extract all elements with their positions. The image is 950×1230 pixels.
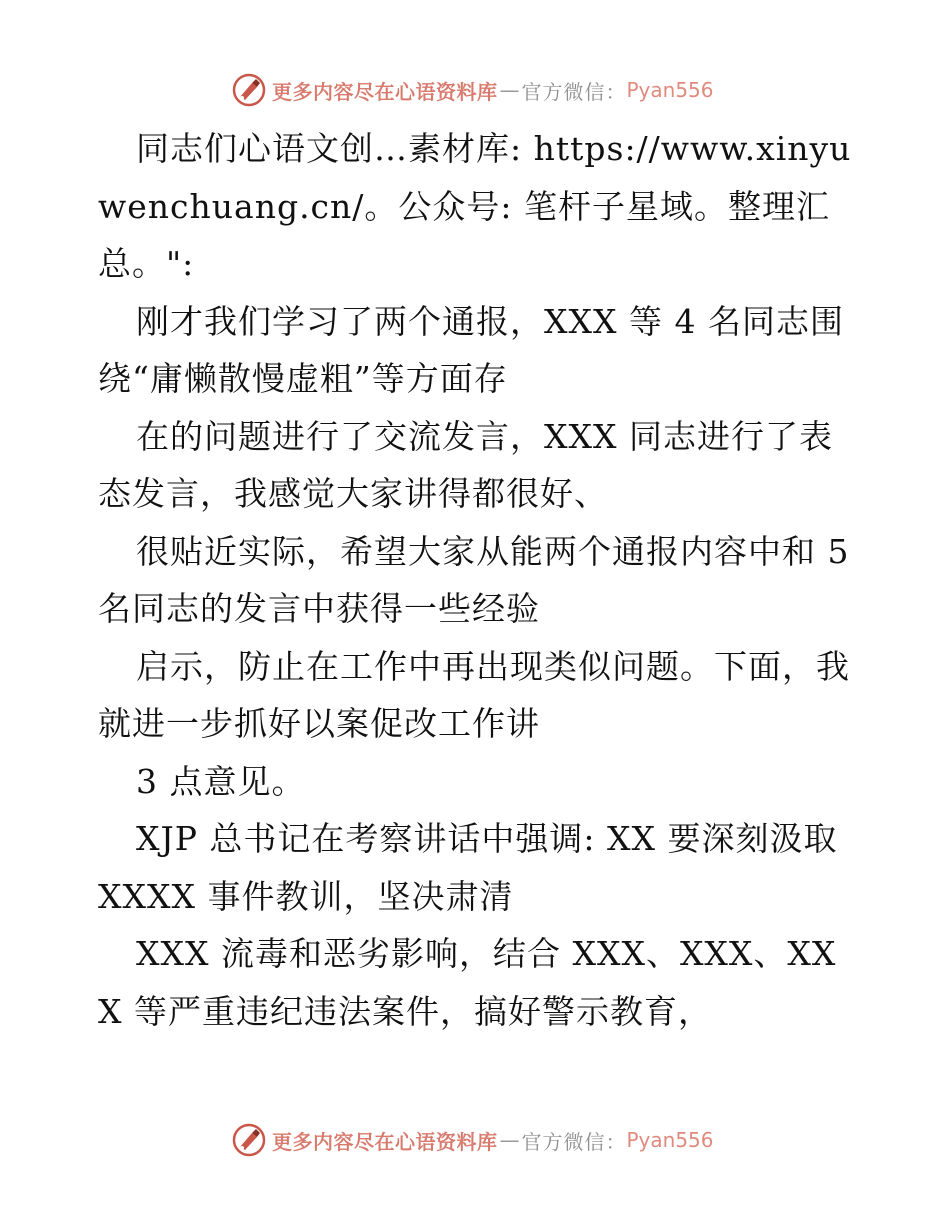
footer-wechat-id: Pyan556 bbox=[626, 1128, 714, 1152]
paragraph-7: XJP 总书记在考察讲话中强调: XX 要深刻汲取 XXXX 事件教训，坚决肃清 bbox=[98, 819, 838, 916]
pen-nib-logo-icon bbox=[232, 1123, 266, 1157]
paragraph-8: XXX 流毒和恶劣影响，结合 XXX、XXX、XXX 等严重违纪违法案件，搞好警示教育， bbox=[98, 934, 837, 1031]
header-dash: — bbox=[499, 78, 520, 102]
paragraph-1: 同志们心语文创…素材库: https://www.xinyuwenchuang.cn/。公众号: 笔杆子星域。整理汇总。": bbox=[98, 129, 852, 283]
paragraph-5: 启示，防止在工作中再出现类似问题。下面，我就进一步抓好以案促改工作讲 bbox=[98, 646, 850, 743]
document-body bbox=[98, 120, 858, 1040]
footer-banner bbox=[232, 1122, 714, 1158]
paragraph-4: 很贴近实际，希望大家从能两个通报内容中和 5 名同志的发言中获得一些经验 bbox=[98, 531, 850, 628]
paragraph-3: 在的问题进行了交流发言，XXX 同志进行了表态发言，我感觉大家讲得都很好、 bbox=[98, 416, 833, 513]
header-official-text: 官方微信： bbox=[521, 79, 627, 104]
paragraph-2: 刚才我们学习了两个通报，XXX 等 4 名同志围绕“庸懒散慢虚粗”等方面存 bbox=[98, 301, 844, 398]
pen-nib-logo-icon bbox=[232, 73, 266, 107]
paragraph-6: 3 点意见。 bbox=[136, 761, 306, 801]
header-brand-text: 更多内容尽在心语资料库 bbox=[272, 79, 498, 104]
header-banner bbox=[232, 72, 714, 108]
footer-official-text: 官方微信： bbox=[521, 1129, 627, 1154]
header-wechat-id: Pyan556 bbox=[626, 78, 714, 102]
footer-brand-text: 更多内容尽在心语资料库 bbox=[272, 1129, 498, 1154]
footer-dash: — bbox=[499, 1128, 520, 1152]
